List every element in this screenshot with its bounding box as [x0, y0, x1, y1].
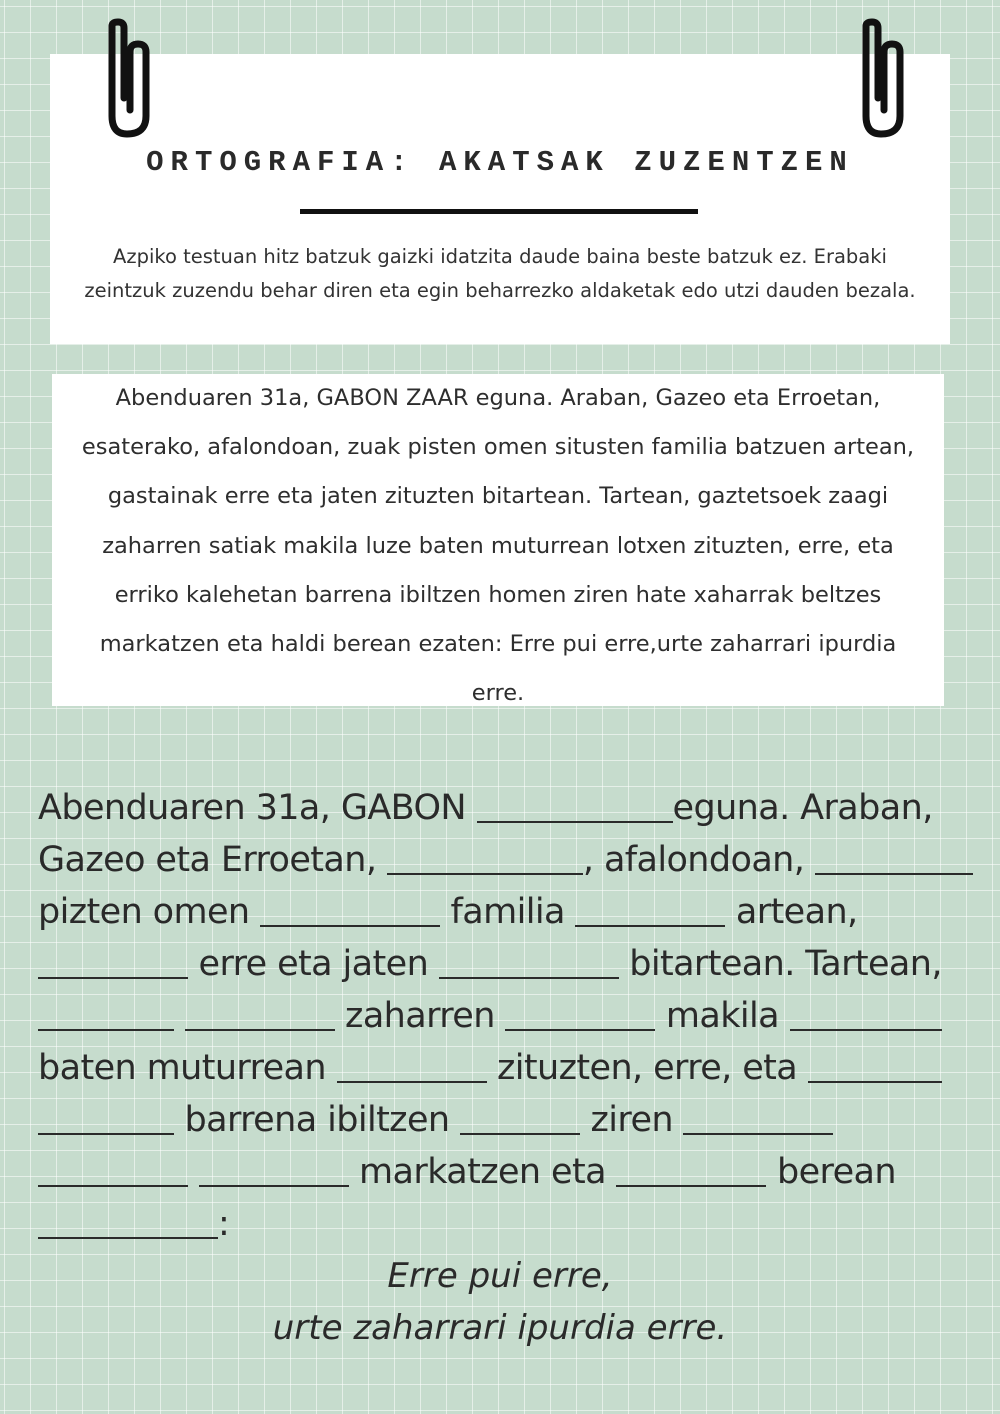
exercise-text: zaharren [334, 996, 506, 1036]
answer-blank[interactable] [387, 841, 583, 875]
fill-in-exercise [38, 782, 988, 1250]
source-line: markatzen eta haldi berean ezaten: Erre pui erre,urte zaharrari ipurdia [99, 631, 897, 658]
answer-blank[interactable] [439, 945, 619, 979]
title-divider [300, 209, 698, 214]
exercise-text: berean [766, 1152, 896, 1192]
exercise-line [38, 782, 988, 834]
source-line: zaharren satiak makila luze baten muturrean lotxen zituzten, erre, eta [102, 532, 894, 559]
answer-blank[interactable] [616, 1153, 766, 1187]
answer-blank[interactable] [38, 945, 188, 979]
exercise-text: ziren [580, 1100, 684, 1140]
verse-line: Erre pui erre, [387, 1256, 613, 1296]
page-title: ORTOGRAFIA: AKATSAK ZUZENTZEN [146, 146, 854, 179]
exercise-text: baten muturrean [38, 1048, 337, 1088]
exercise-line [38, 834, 988, 886]
exercise-line [38, 1042, 988, 1094]
exercise-line [38, 990, 988, 1042]
answer-blank[interactable] [575, 893, 725, 927]
exercise-text: Gazeo eta Erroetan, [38, 840, 387, 880]
verse-line: urte zaharrari ipurdia erre. [272, 1308, 728, 1348]
answer-blank[interactable] [38, 997, 174, 1031]
exercise-text: familia [440, 892, 576, 932]
exercise-text: markatzen eta [348, 1152, 617, 1192]
exercise-line [38, 1146, 988, 1198]
answer-blank[interactable] [790, 997, 942, 1031]
exercise-text: zituzten, erre, eta [486, 1048, 808, 1088]
answer-blank[interactable] [683, 1101, 833, 1135]
answer-blank[interactable] [185, 997, 335, 1031]
answer-blank[interactable] [337, 1049, 487, 1083]
source-line: erre. [471, 680, 525, 707]
answer-blank[interactable] [38, 1205, 218, 1239]
source-line: esaterako, afalondoan, zuak pisten omen situsten familia batzuen artean, [81, 434, 915, 461]
exercise-line [38, 886, 988, 938]
exercise-text: pizten omen [38, 892, 261, 932]
instructions-line: zeintzuk zuzendu behar diren eta egin beharrezko aldaketak edo utzi dauden bezala. [84, 279, 916, 302]
exercise-line [38, 1094, 988, 1146]
exercise-text: makila [655, 996, 790, 1036]
instructions [50, 240, 950, 308]
source-line: gastainak erre eta jaten zituzten bitartean. Tartean, gaztetsoek zaagi [107, 483, 889, 510]
exercise-text: : [218, 1204, 230, 1244]
paperclip-icon [848, 18, 914, 142]
answer-blank[interactable] [808, 1049, 942, 1083]
instructions-line: Azpiko testuan hitz batzuk gaizki idatzita daude baina beste batzuk ez. Erabaki [113, 245, 887, 268]
exercise-text: bitartean. Tartean, [618, 944, 942, 984]
answer-blank[interactable] [460, 1101, 580, 1135]
closing-verse [0, 1250, 1000, 1354]
exercise-text: erre eta jaten [188, 944, 439, 984]
paperclip-icon [94, 18, 160, 142]
source-line: Abenduaren 31a, GABON ZAAR eguna. Araban, Gazeo eta Erroetan, [115, 385, 881, 411]
answer-blank[interactable] [505, 997, 655, 1031]
answer-blank[interactable] [199, 1153, 349, 1187]
exercise-text: artean, [725, 892, 858, 932]
exercise-text: , afalondoan, [582, 840, 815, 880]
answer-blank[interactable] [477, 789, 673, 823]
answer-blank[interactable] [815, 841, 973, 875]
answer-blank[interactable] [38, 1153, 188, 1187]
exercise-text: eguna. Araban, [672, 788, 933, 828]
exercise-line [38, 938, 988, 990]
exercise-text: barrena ibiltzen [174, 1100, 460, 1140]
exercise-text: Abenduaren 31a, GABON [38, 788, 477, 828]
source-text [52, 374, 944, 718]
answer-blank[interactable] [260, 893, 440, 927]
source-line: erriko kalehetan barrena ibiltzen homen ziren hate xaharrak beltzes [114, 581, 882, 608]
answer-blank[interactable] [38, 1101, 174, 1135]
exercise-line [38, 1198, 988, 1250]
